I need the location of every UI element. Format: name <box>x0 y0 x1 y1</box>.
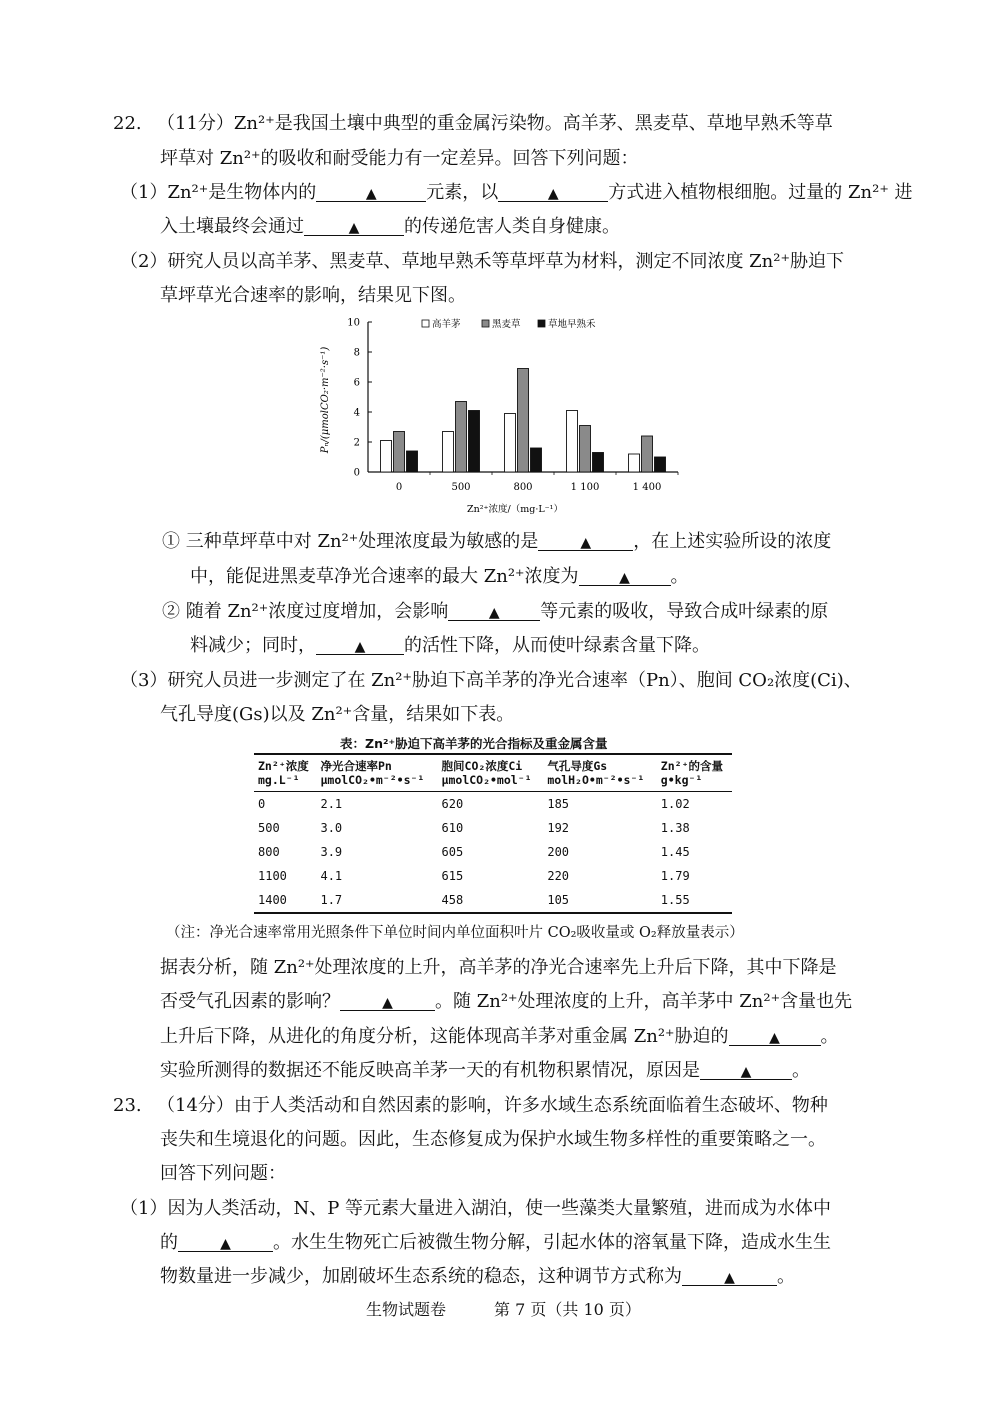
answer-blank[interactable]: ▲ <box>700 1065 792 1080</box>
chart-bar <box>518 369 529 473</box>
chart-x-tick-label: 500 <box>451 482 471 493</box>
table-header-cell <box>316 754 437 791</box>
q22-part2-line1: （2）研究人员以高羊茅、黑麦草、草地早熟禾等草坪草为材料，测定不同浓度 Zn²⁺胁迫下 <box>120 251 844 272</box>
text: 。随 Zn²⁺处理浓度的上升，高羊茅中 Zn²⁺含量也先 <box>435 991 853 1012</box>
chart-x-tick-label: 1 400 <box>632 482 662 493</box>
table-header-text: 净光合速率Pn <box>320 759 392 773</box>
table-header-text: molH₂O•m⁻²•s⁻¹ <box>547 773 645 788</box>
chart-bar <box>469 411 480 473</box>
table-row <box>254 840 732 864</box>
table-cell: 610 <box>441 820 464 835</box>
chart-bar <box>642 436 653 472</box>
answer-blank[interactable]: ▲ <box>538 536 633 551</box>
answer-blank[interactable]: ▲ <box>304 221 404 236</box>
table-cell: 500 <box>258 820 280 835</box>
chart-y-tick-label: 10 <box>347 317 360 329</box>
answer-blank[interactable]: ▲ <box>340 996 435 1011</box>
chart-y-tick-label: 6 <box>353 377 360 389</box>
table-cell: 105 <box>543 888 656 913</box>
table-cell: 1.79 <box>660 868 690 883</box>
text: 方式进入植物根细胞。过量的 Zn²⁺ 进 <box>608 182 913 203</box>
q23-stem-line2: 丧失和生境退化的问题。因此，生态修复成为保护水域生物多样性的重要策略之一。 <box>160 1129 826 1150</box>
chart-bar <box>381 441 392 473</box>
q22-part1-line1 <box>120 184 913 202</box>
table-note: （注：净光合速率常用光照条件下单位时间内单位面积叶片 CO₂吸收量或 O₂释放量表示） <box>166 925 744 941</box>
table-cell: 3.9 <box>320 844 343 859</box>
q22-analysis-line2 <box>160 993 852 1011</box>
table-cell: 1.38 <box>660 820 690 835</box>
text: （1）Zn²⁺是生物体内的 <box>120 182 317 203</box>
footer-page-number: 第 7 页（共 10 页） <box>494 1300 641 1319</box>
chart-x-tick-label: 1 100 <box>570 482 600 493</box>
q22-sub2-line1 <box>162 603 828 621</box>
table-cell: 620 <box>441 796 464 811</box>
chart-bar <box>655 457 666 472</box>
table-cell: 1.55 <box>657 888 732 913</box>
answer-blank[interactable]: ▲ <box>316 187 426 202</box>
chart-x-tick-label: 0 <box>395 482 403 493</box>
table-cell: 615 <box>441 868 464 883</box>
chart-y-tick-label: 4 <box>353 407 360 419</box>
chart-y-tick-label: 8 <box>353 347 360 359</box>
answer-blank[interactable]: ▲ <box>729 1031 821 1046</box>
chart-bar <box>593 453 604 473</box>
q23-part1-line1: （1）因为人类活动，N、P 等元素大量进入湖泊，使一些藻类大量繁殖，进而成为水体中 <box>120 1198 832 1219</box>
chart-legend-label: 草地早熟禾 <box>548 319 596 330</box>
text: 实验所测得的数据还不能反映高羊茅一天的有机物积累情况，原因是 <box>160 1060 700 1081</box>
table-row <box>254 791 732 816</box>
table-cell: 192 <box>547 820 570 835</box>
q22-part3-line2: 气孔导度(Gs)以及 Zn²⁺含量，结果如下表。 <box>160 704 515 725</box>
chart-bar <box>567 411 578 473</box>
text: 中，能促进黑麦草净光合速率的最大 Zn²⁺浓度为 <box>190 566 579 587</box>
chart-x-axis-label: Zn²⁺浓度/（mg·L⁻¹） <box>467 504 563 515</box>
table-cell: 3.0 <box>320 820 343 835</box>
zinc-data-table <box>254 753 732 914</box>
answer-blank[interactable]: ▲ <box>448 606 540 621</box>
text: 。 <box>777 1266 795 1287</box>
text: 上升后下降，从进化的角度分析，这能体现高羊茅对重金属 Zn²⁺胁迫的 <box>160 1026 729 1047</box>
table-header-text: μmolCO₂•mol⁻¹ <box>441 773 532 788</box>
text: 料减少；同时， <box>190 635 316 656</box>
text: 的活性下降，从而使叶绿素含量下降。 <box>404 635 710 656</box>
text: 。水生生物死亡后被微生物分解，引起水体的溶氧量下降，造成水生生 <box>273 1232 831 1253</box>
table-header-cell <box>438 754 544 791</box>
q22-part3-line1: （3）研究人员进一步测定了在 Zn²⁺胁迫下高羊茅的净光合速率（Pn）、胞间 CO₂浓度(Ci)、 <box>120 670 862 691</box>
q23-stem-line1: （14分）由于人类活动和自然因素的影响，许多水域生态系统面临着生态破坏、物种 <box>157 1095 828 1116</box>
q22-sub2-line2 <box>190 637 710 655</box>
table-row <box>254 864 732 888</box>
q22-analysis-line4 <box>160 1062 810 1080</box>
table-cell: 200 <box>547 844 570 859</box>
text: 。 <box>820 1026 839 1047</box>
table-row <box>254 888 732 913</box>
q23-part1-line3 <box>160 1268 795 1286</box>
chart-bar <box>394 432 405 473</box>
chart-bar <box>629 454 640 472</box>
table-cell: 4.1 <box>320 868 343 883</box>
table-cell: 1.02 <box>660 796 690 811</box>
q23-stem-line3: 回答下列问题： <box>160 1163 286 1184</box>
text: 的传递危害人类自身健康。 <box>404 216 620 237</box>
table-cell: 0 <box>258 796 266 811</box>
chart-legend-label: 高羊茅 <box>432 319 461 330</box>
chart-bar <box>443 432 454 473</box>
chart-x-tick-label: 800 <box>513 482 533 493</box>
footer-title: 生物试题卷 <box>366 1300 447 1319</box>
table-cell: 1100 <box>258 868 287 883</box>
text: 的 <box>160 1232 178 1253</box>
chart-bar <box>580 426 591 473</box>
table-header-text: g•kg⁻¹ <box>660 773 703 788</box>
chart-y-tick-label: 0 <box>353 467 360 479</box>
q22-part2-line2: 草坪草光合速率的影响，结果见下图。 <box>160 285 466 306</box>
table-cell: 800 <box>258 844 280 859</box>
table-cell: 1.45 <box>660 844 690 859</box>
table-header-row <box>254 754 732 791</box>
chart-legend-swatch <box>422 320 429 327</box>
table-cell: 458 <box>438 888 544 913</box>
q22-number: 22. <box>113 113 142 134</box>
q22-analysis-line3 <box>160 1028 839 1046</box>
chart-legend-label: 黑麦草 <box>492 319 521 330</box>
text: 物数量进一步减少，加剧破坏生态系统的稳态，这种调节方式称为 <box>160 1266 682 1287</box>
table-header-text: 气孔导度Gs <box>547 759 608 773</box>
chart-y-axis-label: Pₙ/(μmolCO₂·m⁻²·s⁻¹) <box>320 346 331 454</box>
table-cell: 1.7 <box>316 888 437 913</box>
chart-bar <box>407 451 418 472</box>
q22-part1-line2 <box>160 218 620 236</box>
chart-bar <box>531 448 542 472</box>
chart-bar <box>456 402 467 473</box>
photosynthesis-bar-chart <box>310 310 690 525</box>
table-header-cell <box>543 754 656 791</box>
q23-part1-line2 <box>160 1234 831 1252</box>
chart-y-tick-label: 2 <box>353 437 360 449</box>
q22-sub1-line1 <box>162 533 831 551</box>
chart-bar <box>505 414 516 473</box>
q22-stem-line1: （11分）Zn²⁺是我国土壤中典型的重金属污染物。高羊茅、黑麦草、草地早熟禾等草 <box>157 113 833 134</box>
table-cell: 1400 <box>254 888 316 913</box>
text: 元素，以 <box>426 182 499 203</box>
answer-blank[interactable]: ▲ <box>316 640 404 655</box>
chart-legend-swatch <box>538 320 545 327</box>
answer-blank[interactable]: ▲ <box>682 1271 777 1286</box>
text: ② 随着 Zn²⁺浓度过度增加，会影响 <box>162 601 449 622</box>
text: 等元素的吸收，导致合成叶绿素的原 <box>540 601 829 622</box>
q23-number: 23. <box>113 1095 142 1116</box>
q22-stem-line2: 坪草对 Zn²⁺的吸收和耐受能力有一定差异。回答下列问题： <box>160 148 639 169</box>
table-header-text: Zn²⁺的含量 <box>660 759 723 773</box>
table-cell: 185 <box>547 796 570 811</box>
text: ，在上述实验所设的浓度 <box>633 531 832 552</box>
table-header-text: 胞间CO₂浓度Ci <box>441 759 523 773</box>
answer-blank[interactable]: ▲ <box>498 187 608 202</box>
table-cell: 2.1 <box>320 796 343 811</box>
q22-sub1-line2 <box>190 568 689 586</box>
answer-blank[interactable]: ▲ <box>178 1237 273 1252</box>
text: 入土壤最终会通过 <box>160 216 304 237</box>
table-cell: 220 <box>547 868 570 883</box>
text: 。 <box>792 1060 810 1081</box>
text: ① 三种草坪草中对 Zn²⁺处理浓度最为敏感的是 <box>162 531 539 552</box>
table-caption: 表：Zn²⁺胁迫下高羊茅的光合指标及重金属含量 <box>340 736 608 751</box>
table-cell: 605 <box>441 844 464 859</box>
table-header-cell <box>254 754 316 791</box>
table-row <box>254 816 732 840</box>
chart-legend-swatch <box>482 320 489 327</box>
table-header-text: mg.L⁻¹ <box>258 773 300 788</box>
text: 否受气孔因素的影响？ <box>160 991 340 1012</box>
text: 。 <box>670 566 689 587</box>
table-header-cell <box>657 754 732 791</box>
q22-analysis-line1: 据表分析，随 Zn²⁺处理浓度的上升，高羊茅的净光合速率先上升后下降，其中下降是 <box>160 957 837 978</box>
answer-blank[interactable]: ▲ <box>579 571 671 586</box>
table-header-text: μmolCO₂•m⁻²•s⁻¹ <box>320 773 425 788</box>
table-header-text: Zn²⁺浓度 <box>258 759 309 773</box>
